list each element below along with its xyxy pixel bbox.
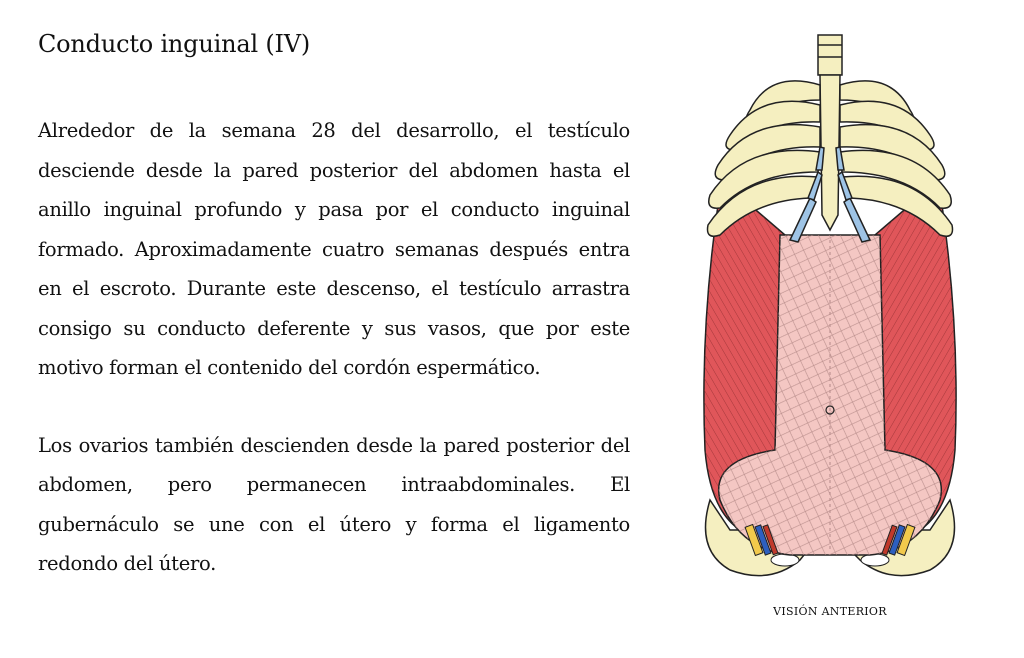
abdominal-wall-diagram — [690, 30, 970, 595]
page-title: Conducto inguinal (IV) — [38, 30, 311, 58]
rib-cage — [708, 35, 953, 242]
figure-caption: VISIÓN ANTERIOR — [773, 605, 887, 618]
anatomy-illustration — [690, 30, 970, 595]
body-text — [38, 111, 630, 584]
paragraph-ovary-descent: Los ovarios también descienden desde la pared posterior del abdomen, pero permanecen intraabdominales. El gubernáculo se une con el útero y forma el ligamento redondo del útero. — [38, 433, 630, 575]
paragraph-testis-descent: Alrededor de la semana 28 del desarrollo, el testículo desciende desde la pared posterior del abdomen hasta el anillo inguinal profundo y pasa por el conducto inguinal formado. Aproximadamente cuatro semanas después entra en el escroto. Durante este descenso, el testículo arrastra consigo su conducto deferente y sus vasos, que por este motivo forman el contenido del cordón espermático. — [38, 119, 630, 379]
